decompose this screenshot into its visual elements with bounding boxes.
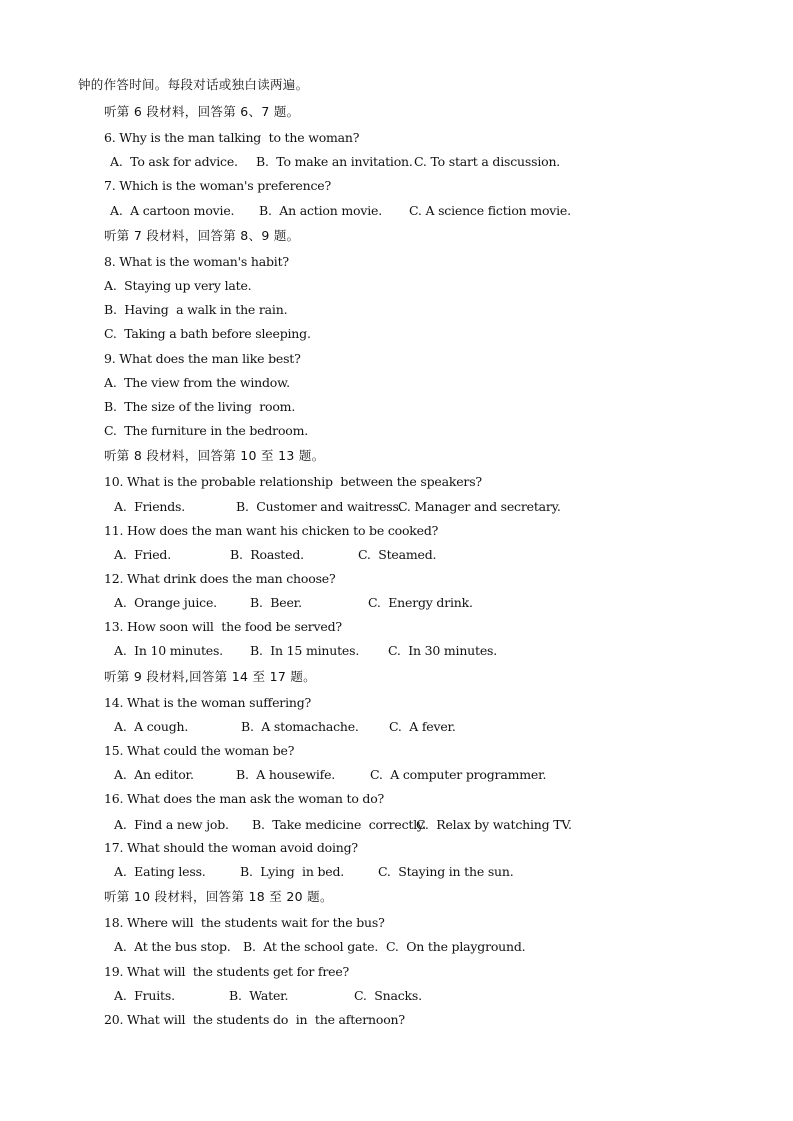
question-15-option-a: A. An editor. [114,767,194,782]
section-heading-7: 听第 7 段材料，回答第 8、9 题。 [104,228,300,243]
question-14: 14. What is the woman suffering? [104,695,312,710]
question-16-option-b: B. Take medicine correctly. [252,817,426,832]
section-heading-8: 听第 8 段材料，回答第 10 至 13 题。 [104,448,325,463]
section-heading-10: 听第 10 段材料，回答第 18 至 20 题。 [104,889,333,904]
question-13-option-a: A. In 10 minutes. [114,643,223,658]
question-18-option-b: B. At the school gate. [243,939,379,954]
question-18-option-c: C. On the playground. [386,939,526,954]
question-17-option-a: A. Eating less. [114,864,206,879]
question-11: 11. How does the man want his chicken to be cooked? [104,523,439,538]
question-13-option-b: B. In 15 minutes. [250,643,360,658]
question-6-option-a: A. To ask for advice. [110,154,238,169]
question-9-option-a: A. The view from the window. [104,375,290,390]
question-19: 19. What will the students get for free? [104,964,350,979]
question-9-option-b: B. The size of the living room. [104,399,296,414]
question-7: 7. Which is the woman's preference? [104,178,331,193]
question-13: 13. How soon will the food be served? [104,619,342,634]
question-10-option-a: A. Friends. [114,499,186,514]
question-15-option-c: C. A computer programmer. [370,767,547,782]
question-8-option-b: B. Having a walk in the rain. [104,302,288,317]
section-heading-9: 听第 9 段材料,回答第 14 至 17 题。 [104,669,316,684]
question-14-option-a: A. A cough. [114,719,189,734]
question-8-option-c: C. Taking a bath before sleeping. [104,326,311,341]
question-19-option-a: A. Fruits. [114,988,175,1003]
question-12-option-c: C. Energy drink. [368,595,473,610]
question-10-option-b: B. Customer and waitress. [236,499,403,514]
question-18: 18. Where will the students wait for the bus? [104,915,385,930]
question-14-option-c: C. A fever. [389,719,456,734]
question-6: 6. Why is the man talking to the woman? [104,130,360,145]
question-17-option-b: B. Lying in bed. [240,864,345,879]
question-15-option-b: B. A housewife. [236,767,336,782]
question-8: 8. What is the woman's habit? [104,254,289,269]
question-16-option-a: A. Find a new job. [114,817,229,832]
question-11-option-a: A. Fried. [114,547,171,562]
question-20: 20. What will the students do in the afternoon? [104,1012,405,1027]
question-10-option-c: C. Manager and secretary. [398,499,561,514]
question-11-option-c: C. Steamed. [358,547,437,562]
question-17-option-c: C. Staying in the sun. [378,864,514,879]
question-13-option-c: C. In 30 minutes. [388,643,498,658]
question-17: 17. What should the woman avoid doing? [104,840,358,855]
question-14-option-b: B. A stomachache. [241,719,359,734]
question-16: 16. What does the man ask the woman to do? [104,791,385,806]
question-19-option-c: C. Snacks. [354,988,422,1003]
question-11-option-b: B. Roasted. [230,547,304,562]
question-10: 10. What is the probable relationship between the speakers? [104,474,482,489]
question-12-option-b: B. Beer. [250,595,302,610]
question-6-option-b: B. To make an invitation. [256,154,413,169]
section-heading-6: 听第 6 段材料，回答第 6、7 题。 [104,104,300,119]
question-18-option-a: A. At the bus stop. [114,939,231,954]
question-12: 12. What drink does the man choose? [104,571,336,586]
question-9-option-c: C. The furniture in the bedroom. [104,423,309,438]
question-7-option-c: C. A science fiction movie. [409,203,571,218]
question-6-option-c: C. To start a discussion. [414,154,561,169]
question-7-option-b: B. An action movie. [259,203,382,218]
intro-text: 钟的作答时间。每段对话或独白读两遍。 [78,77,309,92]
question-12-option-a: A. Orange juice. [114,595,217,610]
question-8-option-a: A. Staying up very late. [104,278,252,293]
question-19-option-b: B. Water. [229,988,289,1003]
question-9: 9. What does the man like best? [104,351,301,366]
question-7-option-a: A. A cartoon movie. [110,203,235,218]
question-15: 15. What could the woman be? [104,743,295,758]
question-16-option-c: C. Relax by watching TV. [416,817,572,832]
